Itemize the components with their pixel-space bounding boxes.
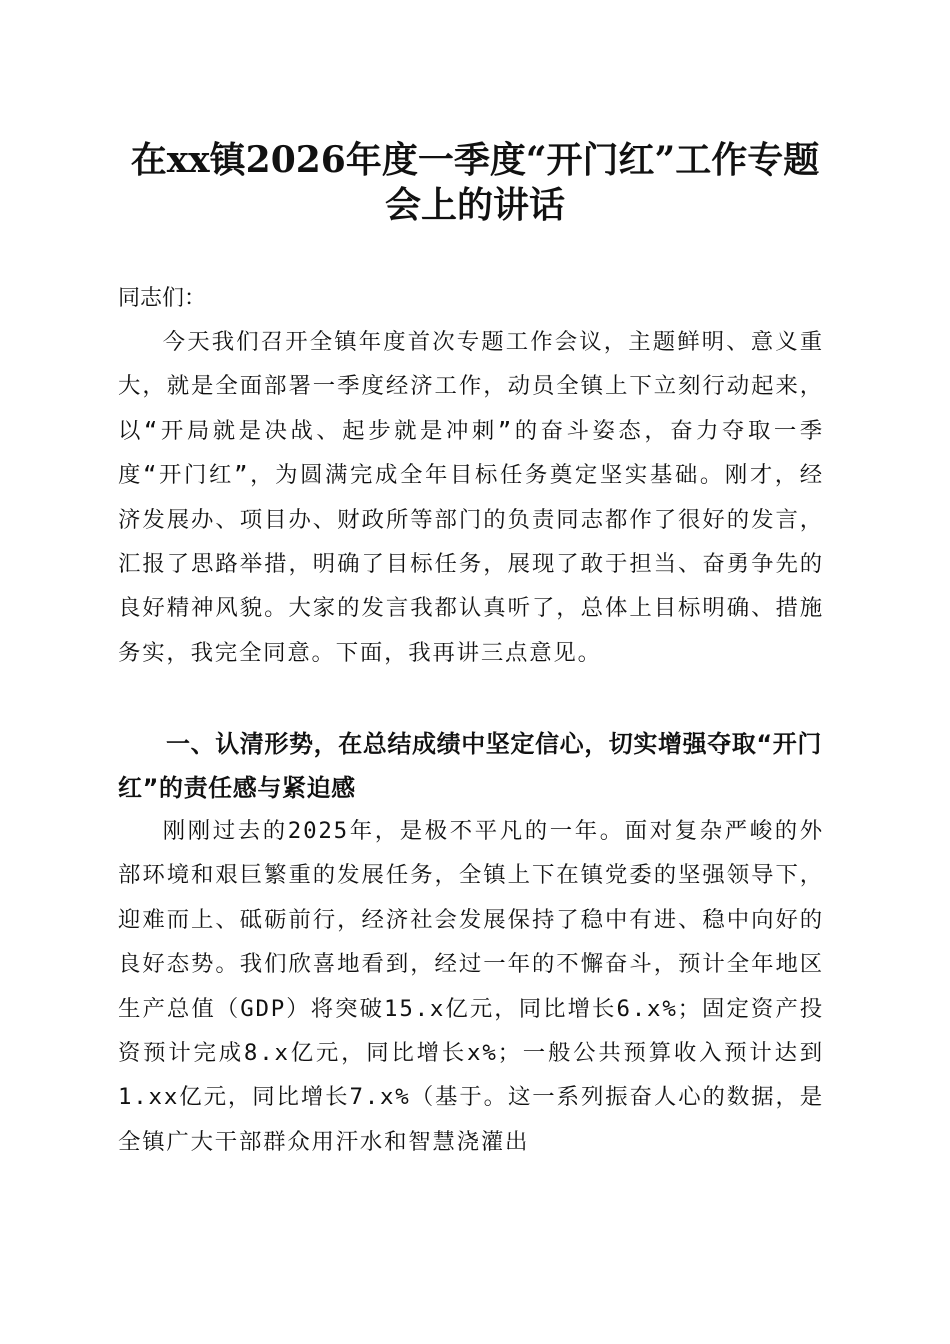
opening-paragraph: 今天我们召开全镇年度首次专题工作会议，主题鲜明、意义重大，就是全面部署一季度经济工作，动员全镇上下立刻行动起来，以“开局就是决战、起步就是冲刺”的奋斗姿态，奋力夺取一季度“开门红”，为圆满完成全年目标任务奠定坚实基础。刚才，经济发展办、项目办、财政所等部门的负责同志都作了很好的发言，汇报了思路举措，明确了目标任务，展现了敢于担当、奋勇争先的良好精神风貌。大家的发言我都认真听了，总体上目标明确、措施务实，我完全同意。下面，我再讲三点意见。	[118, 329, 824, 666]
document-title-line-1: 在xx镇2026年度一季度“开门红”工作专题	[130, 139, 820, 181]
section-heading-1: 一、认清形势，在总结成绩中坚定信心，切实增强夺取“开门红”的责任感与紧迫感	[118, 730, 822, 802]
section-1-paragraph: 刚刚过去的2025年，是极不平凡的一年。面对复杂严峻的外部环境和艰巨繁重的发展任务，全镇上下在镇党委的坚强领导下，迎难而上、砥砺前行，经济社会发展保持了稳中有进、稳中向好的良好态势。我们欣喜地看到，经过一年的不懈奋斗，预计全年地区生产总值（GDP）将突破15.x亿元，同比增长6.x%；固定资产投资预计完成8.x亿元，同比增长x%；一般公共预算收入预计达到1.xx亿元，同比增长7.x%（基于。这一系列振奋人心的数据，是全镇广大干部群众用汗水和智慧浇灌出	[118, 818, 824, 1155]
salutation: 同志们：	[118, 286, 207, 311]
document-title-line-2: 会上的讲话	[384, 184, 565, 226]
